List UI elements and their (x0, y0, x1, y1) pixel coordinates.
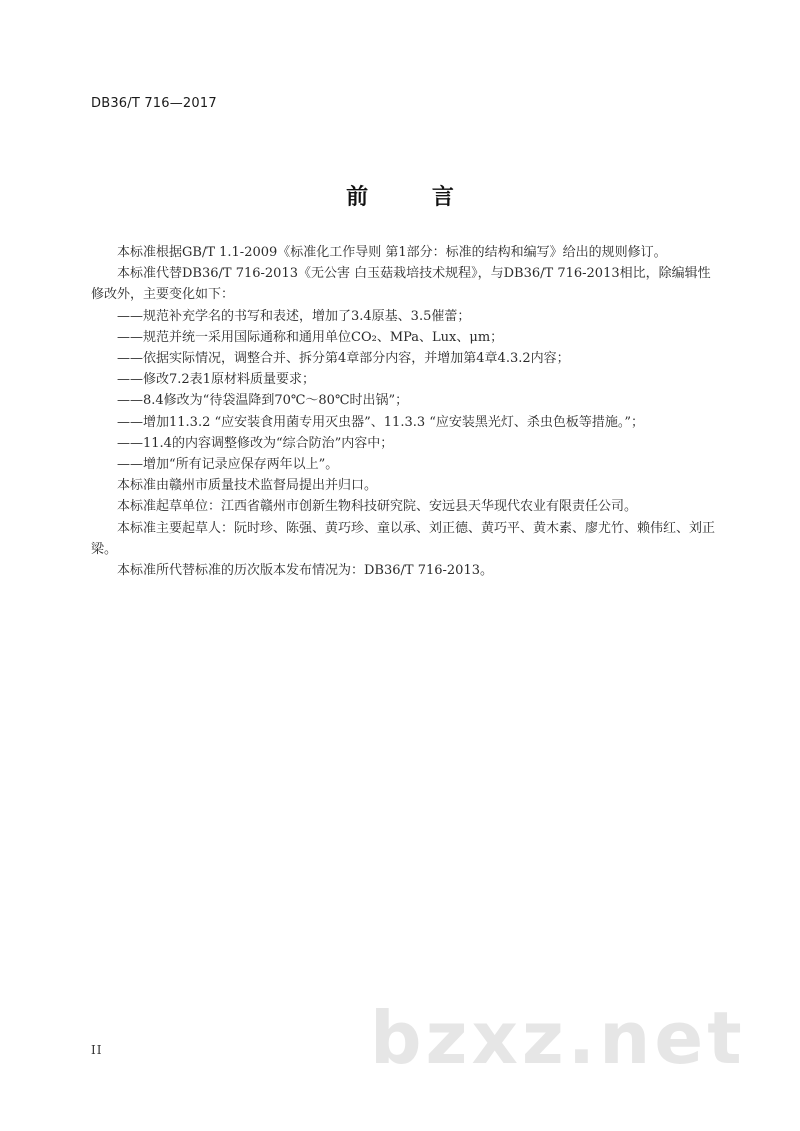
change-item: ——增加“所有记录应保存两年以上”。 (117, 457, 339, 473)
paragraph-drafting-units: 本标准起草单位：江西省赣州市创新生物科技研究院、安远县天华现代农业有限责任公司。 (117, 499, 638, 515)
change-item: ——规范并统一采用国际通称和通用单位CO₂、MPa、Lux、μm； (117, 329, 504, 345)
change-item: ——8.4修改为“待袋温降到70℃～80℃时出锅”； (117, 393, 409, 409)
change-item: ——增加11.3.2 “应安装食用菌专用灭虫器”、11.3.3 “应安装黑光灯、杀虫色板等措施。”； (117, 414, 645, 430)
paragraph-history: 本标准所代替标准的历次版本发布情况为：DB36/T 716-2013。 (117, 563, 493, 579)
paragraph-drafters: 本标准主要起草人：阮时珍、陈强、黄巧珍、童以承、刘正德、黄巧平、黄木素、廖尤竹、赖伟红、刘正梁。 (91, 520, 716, 557)
change-item: ——11.4的内容调整修改为“综合防治”内容中； (117, 435, 394, 451)
site-watermark: bzxz.net (370, 996, 746, 1080)
paragraph-replaces: 本标准代替DB36/T 716-2013《无公害 白玉菇栽培技术规程》，与DB36/T 716-2013相比，除编辑性修改外，主要变化如下： (91, 266, 711, 303)
paragraph-basis: 本标准根据GB/T 1.1-2009《标准化工作导则 第1部分：标准的结构和编写》给出的规则修订。 (117, 245, 667, 260)
change-item: ——修改7.2表1原材料质量要求； (117, 372, 315, 388)
page-title: 前 言 (346, 185, 482, 210)
preface-body (91, 242, 716, 581)
paragraph-proposer: 本标准由赣州市质量技术监督局提出并归口。 (117, 478, 378, 494)
standard-code: DB36/T 716—2017 (91, 96, 217, 111)
change-item: ——规范补充学名的书写和表述，增加了3.4原基、3.5催蕾； (117, 308, 471, 324)
page-number: II (91, 1043, 103, 1057)
change-item: ——依据实际情况，调整合并、拆分第4章部分内容，并增加第4章4.3.2内容； (117, 351, 570, 367)
